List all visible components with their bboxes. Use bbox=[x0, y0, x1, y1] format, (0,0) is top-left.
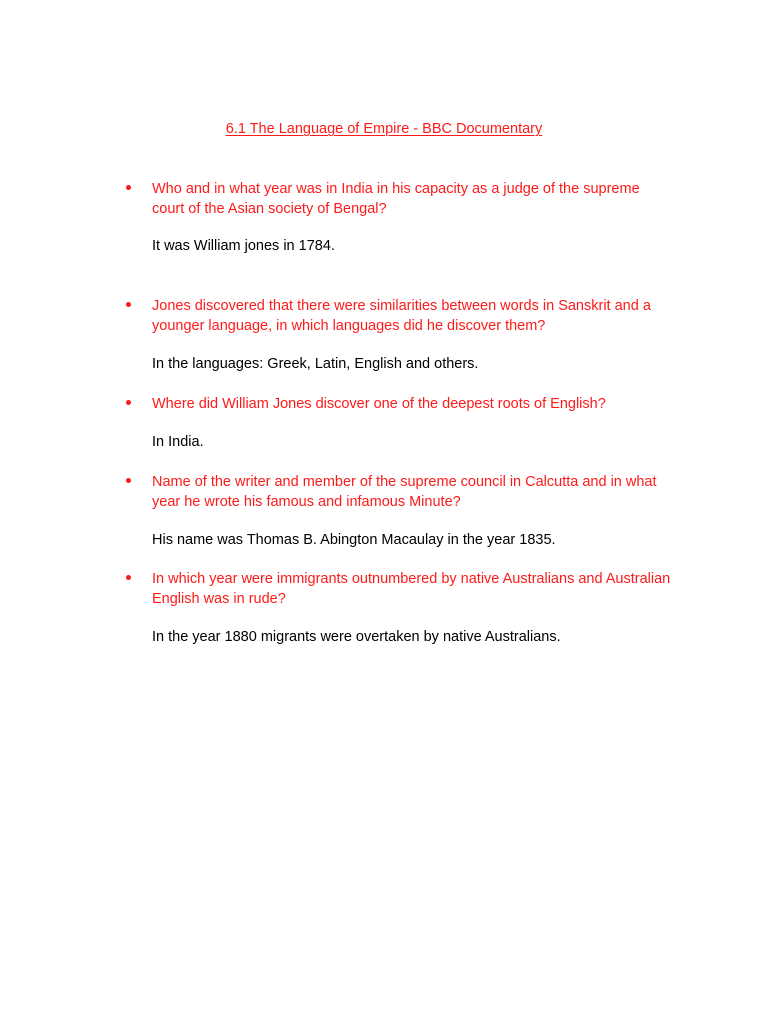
question-text: Where did William Jones discover one of the deepest roots of English? bbox=[152, 396, 606, 412]
bullet-icon bbox=[126, 302, 131, 307]
document-title bbox=[0, 119, 768, 139]
bullet-icon bbox=[126, 575, 131, 580]
answer-text: In India. bbox=[152, 434, 204, 450]
answer-text: His name was Thomas B. Abington Macaulay in the year 1835. bbox=[152, 532, 556, 548]
document-title-text: 6.1 The Language of Empire - BBC Documentary bbox=[225, 121, 543, 137]
bullet-icon bbox=[126, 185, 131, 190]
answer-text: It was William jones in 1784. bbox=[152, 238, 335, 254]
question-text: Name of the writer and member of the supreme council in Calcutta and in what year he wrote his famous and infamous Minute? bbox=[152, 474, 657, 510]
question-text: Who and in what year was in India in his capacity as a judge of the supreme court of the Asian society of Bengal? bbox=[152, 181, 640, 217]
bullet-icon bbox=[126, 400, 131, 405]
question-text: Jones discovered that there were similarities between words in Sanskrit and a younger language, in which languages did he discover them? bbox=[152, 298, 651, 334]
answer-text: In the languages: Greek, Latin, English and others. bbox=[152, 356, 479, 372]
question-text: In which year were immigrants outnumbered by native Australians and Australian English was in rude? bbox=[152, 571, 671, 607]
bullet-icon bbox=[126, 478, 131, 483]
answer-text: In the year 1880 migrants were overtaken by native Australians. bbox=[152, 629, 561, 645]
